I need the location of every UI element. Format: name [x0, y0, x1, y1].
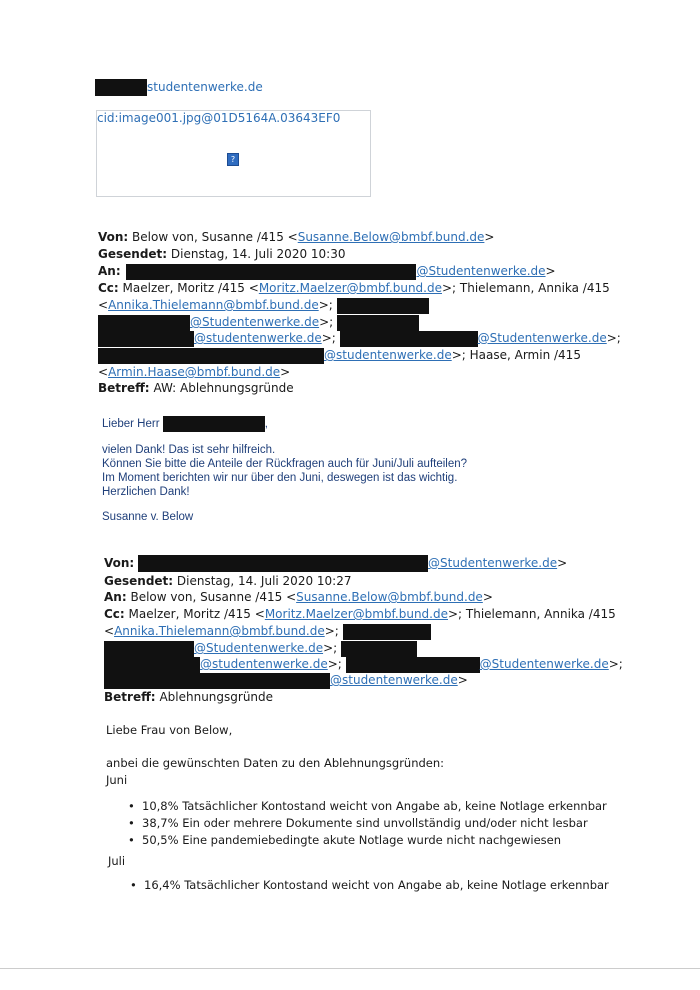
- mail1-cc-line-2: [98, 297, 429, 314]
- list-item: • 38,7% Ein oder mehrere Dokumente sind unvollständig und/oder nicht lesbar: [128, 815, 607, 832]
- mail2-von-line: [104, 555, 567, 572]
- mail2-von-email[interactable]: @Studentenwerke.de: [428, 556, 558, 570]
- mail1-cc-close5: >;: [606, 331, 621, 345]
- mail1-von-value: Below von, Susanne /415 <: [132, 230, 298, 244]
- mail1-betreff-label: Betreff:: [98, 381, 150, 395]
- mail1-von-close: >: [484, 230, 495, 244]
- mail1-cc-label: Cc:: [98, 281, 119, 295]
- redaction-block: [126, 264, 416, 280]
- mail1-betreff-line: [98, 380, 294, 396]
- mail2-cc-close2: >;: [324, 624, 339, 638]
- mail1-cc-line-5: [98, 347, 581, 364]
- mail2-intro: anbei die gewünschten Daten zu den Ablehnungsgründen:: [106, 756, 445, 770]
- mail1-an-close: >: [545, 264, 556, 278]
- mail2-cc-line-3: [104, 640, 417, 657]
- redaction-block: [343, 624, 431, 640]
- mail2-juli-label: Juli: [108, 854, 126, 868]
- mail1-gesendet-label: Gesendet:: [98, 247, 168, 261]
- mail2-cc-email6[interactable]: @studentenwerke.de: [330, 673, 458, 687]
- mail1-von-label: Von:: [98, 230, 129, 244]
- mail2-gesendet-value: Dienstag, 14. Juli 2020 10:27: [176, 574, 352, 588]
- mail2-gesendet-line: [104, 573, 352, 589]
- mail2-cc-email3[interactable]: @Studentenwerke.de: [194, 641, 324, 655]
- mail2-gesendet-label: Gesendet:: [104, 574, 174, 588]
- mail2-cc-close4: >;: [327, 657, 342, 671]
- header-domain: studentenwerke.de: [147, 80, 263, 94]
- mail2-cc-line-4: [104, 656, 623, 673]
- mail1-body-line: Im Moment berichten wir nur über den Juni, deswegen ist das wichtig.: [102, 472, 458, 484]
- mail1-an-email[interactable]: @Studentenwerke.de: [416, 264, 546, 278]
- mail1-body-line: Können Sie bitte die Anteile der Rückfragen auch für Juni/Juli aufteilen?: [102, 458, 468, 470]
- mail1-cc-open7: <: [98, 365, 109, 379]
- redaction-block: [104, 673, 330, 689]
- mail2-betreff-line: [104, 689, 273, 705]
- mail2-cc-value: Maelzer, Moritz /415 <: [128, 607, 265, 621]
- mail1-body-line: Herzlichen Dank!: [102, 486, 190, 498]
- mail2-an-close: >: [482, 590, 493, 604]
- mail1-cc-close7: >: [280, 365, 291, 379]
- mail2-cc-email5[interactable]: @Studentenwerke.de: [479, 657, 609, 671]
- header-domain-line: [95, 79, 263, 96]
- mail2-von-label: Von:: [104, 556, 135, 570]
- mail2-an-line: [104, 589, 493, 605]
- mail1-body: [102, 443, 467, 499]
- mail2-an-email[interactable]: Susanne.Below@bmbf.bund.de: [296, 590, 483, 604]
- list-item: • 10,8% Tatsächlicher Kontostand weicht von Angabe ab, keine Notlage erkennbar: [128, 798, 607, 815]
- mail1-cc-line-6: [98, 364, 290, 380]
- mail1-cc-close2: >;: [318, 298, 333, 312]
- mail2-juni-label: Juni: [106, 773, 128, 787]
- redaction-block: [346, 657, 480, 673]
- redaction-block: [98, 331, 194, 347]
- mail2-cc-line-1: [104, 606, 616, 622]
- mail1-cc-line-1: [98, 280, 610, 296]
- mail1-cc-email6[interactable]: @studentenwerke.de: [324, 348, 452, 362]
- mail1-cc-open2: <: [98, 298, 109, 312]
- mail2-cc-email4[interactable]: @studentenwerke.de: [200, 657, 328, 671]
- redaction-block: [138, 555, 428, 572]
- mail1-cc-mid1: >; Thielemann, Annika /415: [441, 281, 610, 295]
- mail2-juli-list: [130, 877, 609, 894]
- redaction-block: [104, 657, 200, 673]
- mail1-cc-value: Maelzer, Moritz /415 <: [122, 281, 259, 295]
- redaction-block: [98, 348, 324, 364]
- mail1-von-email[interactable]: Susanne.Below@bmbf.bund.de: [297, 230, 485, 244]
- redaction-block: [163, 416, 265, 432]
- mail2-greeting: Liebe Frau von Below,: [106, 723, 233, 737]
- mail1-cc-email4[interactable]: @studentenwerke.de: [194, 331, 322, 345]
- list-item: • 16,4% Tatsächlicher Kontostand weicht von Angabe ab, keine Notlage erkennbar: [130, 877, 609, 894]
- mail1-gesendet-value: Dienstag, 14. Juli 2020 10:30: [170, 247, 346, 261]
- broken-image-icon: ?: [227, 153, 239, 166]
- mail1-cc-email3[interactable]: @Studentenwerke.de: [190, 315, 320, 329]
- mail2-cc-close3: >;: [323, 641, 338, 655]
- mail1-greeting: [102, 416, 268, 432]
- mail1-gesendet-line: [98, 246, 346, 262]
- redaction-block: [104, 641, 194, 657]
- page-edge-line: [0, 968, 700, 969]
- list-item: • 50,5% Eine pandemiebedingte akute Notlage wurde nicht nachgewiesen: [128, 832, 607, 849]
- mail1-cc-close3: >;: [319, 315, 334, 329]
- mail2-cc-label: Cc:: [104, 607, 125, 621]
- mail1-cc-email2[interactable]: Annika.Thielemann@bmbf.bund.de: [108, 298, 319, 312]
- redaction-block: [340, 331, 478, 347]
- mail2-cc-email2[interactable]: Annika.Thielemann@bmbf.bund.de: [114, 624, 325, 638]
- mail1-an-label: An:: [98, 264, 121, 278]
- mail2-an-value: Below von, Susanne /415 <: [130, 590, 297, 604]
- mail1-cc-email5[interactable]: @Studentenwerke.de: [477, 331, 607, 345]
- mail1-body-line: vielen Dank! Das ist sehr hilfreich.: [102, 444, 276, 456]
- mail2-cc-line-5: [104, 672, 468, 689]
- mail1-cc-mid6: >; Haase, Armin /415: [451, 348, 581, 362]
- mail2-cc-close5: >;: [608, 657, 623, 671]
- mail2-cc-open2: <: [104, 624, 115, 638]
- redaction-block: [337, 298, 429, 314]
- mail1-cc-email7[interactable]: Armin.Haase@bmbf.bund.de: [108, 365, 281, 379]
- redaction-block: [95, 79, 147, 96]
- mail1-cc-close4: >;: [321, 331, 336, 345]
- mail2-cc-line-2: [104, 623, 431, 640]
- mail1-betreff-value: AW: Ablehnungsgründe: [153, 381, 294, 395]
- mail1-cc-line-4: [98, 330, 621, 347]
- redaction-block: [98, 315, 190, 331]
- mail2-cc-mid1: >; Thielemann, Annika /415: [447, 607, 616, 621]
- mail2-cc-email1[interactable]: Moritz.Maelzer@bmbf.bund.de: [264, 607, 448, 621]
- mail1-cc-email1[interactable]: Moritz.Maelzer@bmbf.bund.de: [258, 281, 442, 295]
- mail1-greeting-text: Lieber Herr: [102, 418, 160, 431]
- mail2-an-label: An:: [104, 590, 127, 604]
- mail2-betreff-value: Ablehnungsgründe: [159, 690, 274, 704]
- mail2-juni-list: [128, 798, 607, 849]
- mail1-signature: Susanne v. Below: [102, 511, 194, 523]
- mail2-betreff-label: Betreff:: [104, 690, 156, 704]
- mail2-cc-close6: >: [457, 673, 468, 687]
- mail1-an-line: [98, 263, 556, 280]
- image-cid-text: cid:image001.jpg@01D5164A.03643EF0: [97, 111, 341, 125]
- mail1-greeting-comma: ,: [264, 418, 268, 431]
- mail2-von-close: >: [557, 556, 568, 570]
- redaction-block: [337, 315, 419, 331]
- mail1-von-line: [98, 229, 494, 245]
- redaction-block: [341, 641, 417, 657]
- mail1-cc-line-3: [98, 314, 419, 331]
